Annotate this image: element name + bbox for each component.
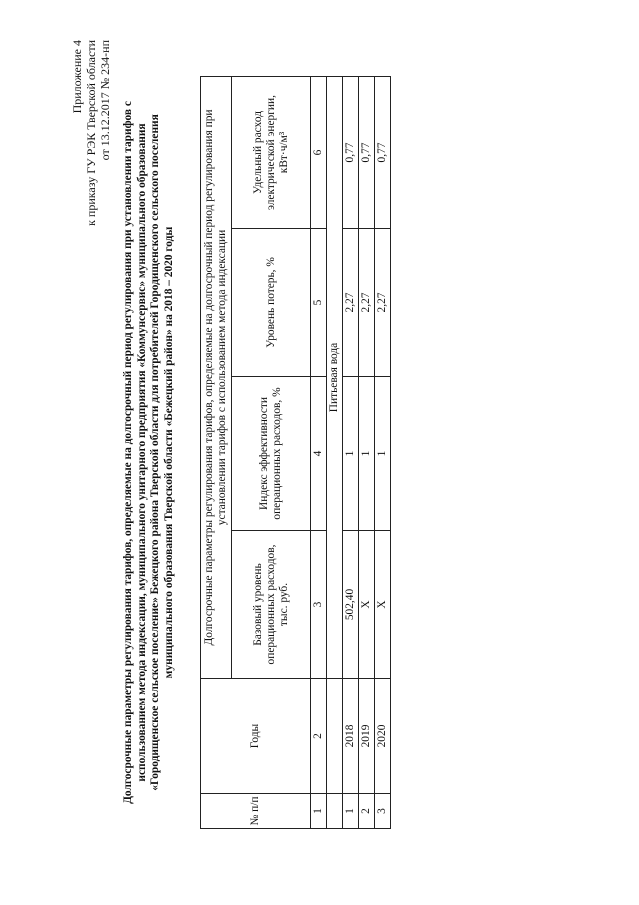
title-line: Долгосрочные параметры регулирования тарифов, определяемые на долгосрочный период регулирования при установлении тарифов с — [122, 101, 134, 804]
cell-efficiency-index: 1 — [375, 377, 391, 531]
column-number: 3 — [311, 531, 327, 679]
section-spacer — [327, 794, 343, 829]
section-spacer — [327, 679, 343, 794]
column-number-row — [311, 76, 327, 828]
cell-number: 1 — [343, 794, 359, 829]
table-header-row — [201, 76, 232, 828]
cell-energy-use: 0,77 — [375, 76, 391, 228]
cell-loss-level: 2,27 — [375, 229, 391, 377]
cell-year: 2020 — [375, 679, 391, 794]
column-number: 5 — [311, 229, 327, 377]
title-line: использованием метода индексации, муниципального унитарного предприятия «Коммунсервис» муниципального образования — [135, 123, 148, 782]
cell-loss-level: 2,27 — [343, 229, 359, 377]
cell-loss-level: 2,27 — [359, 229, 375, 377]
parameters-table — [200, 76, 391, 829]
cell-efficiency-index: 1 — [359, 377, 375, 531]
cell-year: 2019 — [359, 679, 375, 794]
col-header-number: № п/п — [201, 794, 311, 829]
cell-number: 3 — [375, 794, 391, 829]
col-header-years: Годы — [201, 679, 311, 794]
cell-energy-use: 0,77 — [359, 76, 375, 228]
appendix-order-ref: к приказу ГУ РЭК Тверской области — [84, 40, 98, 226]
cell-number: 2 — [359, 794, 375, 829]
column-number: 2 — [311, 679, 327, 794]
section-row — [327, 76, 343, 828]
cell-base-opex: X — [375, 531, 391, 679]
table-row — [359, 76, 375, 828]
appendix-header — [70, 40, 112, 226]
appendix-number: Приложение 4 — [70, 40, 84, 114]
cell-efficiency-index: 1 — [343, 377, 359, 531]
col-header-loss-level: Уровень потерь, % — [232, 229, 311, 377]
group-header: Долгосрочные параметры регулирования тарифов, определяемые на долгосрочный период регулирования при установлении тарифов с использованием метода индексации — [201, 76, 232, 678]
cell-base-opex: X — [359, 531, 375, 679]
column-number: 4 — [311, 377, 327, 531]
column-number: 1 — [311, 794, 327, 829]
section-label: Питьевая вода — [327, 76, 343, 678]
appendix-order-date: от 13.12.2017 № 234-нп — [98, 40, 112, 161]
title-line: муниципального образования Тверской области «Бежецкий район» на 2018 – 2020 годы — [162, 226, 175, 679]
cell-energy-use: 0,77 — [343, 76, 359, 228]
col-header-base-opex: Базовый уровень операционных расходов, тыс. руб. — [232, 531, 311, 679]
document-title — [122, 40, 176, 865]
table-row — [375, 76, 391, 828]
cell-year: 2018 — [343, 679, 359, 794]
title-line: «Городищенское сельское поселение» Бежецкого района Тверской области для потребителей Городищенского сельского поселения — [149, 114, 162, 791]
cell-base-opex: 502,40 — [343, 531, 359, 679]
table-row — [343, 76, 359, 828]
col-header-efficiency-index: Индекс эффективности операционных расходов, % — [232, 377, 311, 531]
column-number: 6 — [311, 76, 327, 228]
col-header-energy-use: Удельный расход электрической энергии, кВт·ч/м³ — [232, 76, 311, 228]
